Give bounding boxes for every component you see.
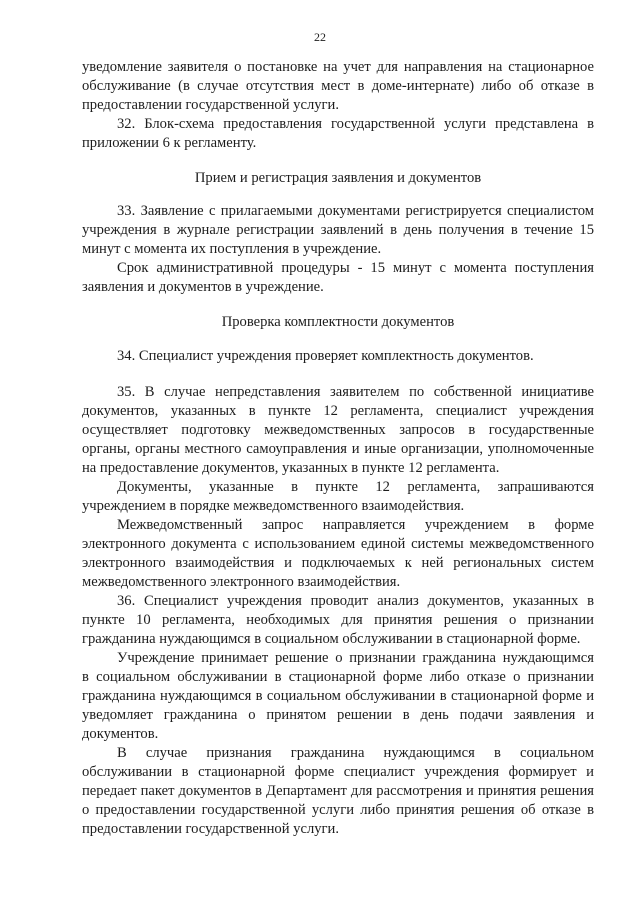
- paragraph-31-continuation: уведомление заявителя о постановке на учет для направления на стационарное обслуживание (в случае отсутствия мест в доме-интернате) либо об отказе в предоставлении государственной услуги.: [82, 59, 594, 113]
- paragraph-36: 36. Специалист учреждения проводит анализ документов, указанных в пункте 10 регламента, необходимых для принятия решения о признании гражданина нуждающимся в социальном обслуживании в стационарной форме.: [82, 593, 594, 647]
- document-body: [82, 58, 594, 839]
- paragraph-32: 32. Блок-схема предоставления государственной услуги представлена в приложении 6 к регламенту.: [82, 116, 594, 151]
- paragraph-36-decision-lead: Учреждение принимает решение о признании гражданина нуждающимся: [117, 650, 594, 666]
- paragraph-36-recognition: В случае признания гражданина нуждающимся в социальном обслуживании в стационарной форме специалист учреждения формирует и передает пакет документов в Департамент для рассмотрения и принятия решения о предоставлении государственной услуги либо принятия решения об отказе в предоставлении государственной услуги.: [82, 745, 594, 837]
- paragraph-34: 34. Специалист учреждения проверяет комплектность документов.: [117, 348, 534, 364]
- paragraph-35: 35. В случае непредставления заявителем по собственной инициативе документов, указанных в пункте 12 регламента, специалист учреждения осуществляет подготовку межведомственных запросов в государственные органы, органы местного самоуправления и иные организации, уполномоченные на предоставление документов, указанных в пункте 12 регламента.: [82, 384, 594, 476]
- section-heading-completeness: Проверка комплектности документов: [221, 314, 455, 330]
- page-number: 22: [314, 30, 326, 44]
- paragraph-33-procedure-term: Срок административной процедуры - 15 минут с момента поступления заявления и документов в учреждение.: [82, 260, 594, 295]
- section-heading-reception: Прием и регистрация заявления и документов: [194, 170, 482, 186]
- paragraph-36-decision-continuation: в социальном обслуживании в стационарной форме либо отказе о признании гражданина нуждающимся в социальном обслуживании в стационарной форме и уведомляет гражданина о принятом решении в день подачи заявления и документов.: [82, 669, 594, 742]
- paragraph-35-interagency-request: Межведомственный запрос направляется учреждением в форме электронного документа с использованием единой системы межведомственного электронного взаимодействия и подключаемых к ней региональных систем межведомственного электронного взаимодействия.: [82, 517, 594, 590]
- paragraph-33: 33. Заявление с прилагаемыми документами регистрируется специалистом учреждения в журнале регистрации заявлений в день получения в течение 15 минут с момента их поступления в учреждение.: [82, 203, 594, 257]
- paragraph-35-documents: Документы, указанные в пункте 12 регламента, запрашиваются учреждением в порядке межведомственного взаимодействия.: [82, 479, 594, 514]
